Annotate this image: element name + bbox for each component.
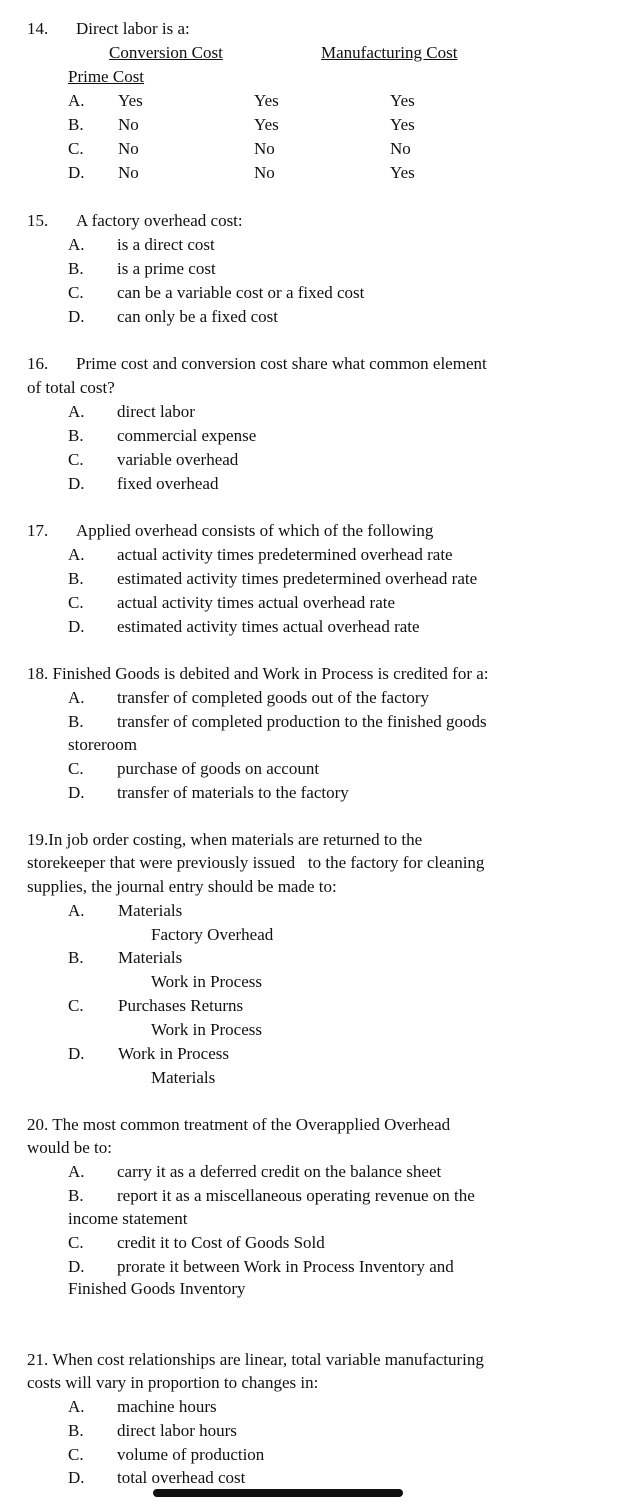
option-letter: C. xyxy=(68,139,84,158)
option-text: credit it to Cost of Goods Sold xyxy=(117,1233,325,1252)
option-text: prorate it between Work in Process Inventory and xyxy=(117,1257,454,1276)
question-number: 15. xyxy=(27,211,49,230)
header-conversion-cost: Conversion Cost xyxy=(109,43,223,62)
option-text: is a prime cost xyxy=(117,259,216,278)
question-stem: 18. Finished Goods is debited and Work in Process is credited for a: xyxy=(27,664,489,683)
option-letter: D. xyxy=(68,307,85,326)
cell-prime: No xyxy=(118,139,139,158)
option-text: transfer of completed goods out of the factory xyxy=(117,688,430,707)
journal-credit: Materials xyxy=(151,1068,216,1087)
question-stem-continued: would be to: xyxy=(27,1138,112,1157)
option-letter: B. xyxy=(68,1421,84,1440)
option-text: direct labor xyxy=(117,402,195,421)
journal-debit: Materials xyxy=(118,901,183,920)
option-text: total overhead cost xyxy=(117,1468,246,1487)
question-stem: A factory overhead cost: xyxy=(76,211,243,230)
cell-conversion: Yes xyxy=(254,115,279,134)
option-text: commercial expense xyxy=(117,426,257,445)
header-prime-cost: Prime Cost xyxy=(68,67,145,86)
question-stem: 20. The most common treatment of the Overapplied Overhead xyxy=(27,1115,451,1134)
option-text-continued: Finished Goods Inventory xyxy=(68,1279,246,1298)
option-text: is a direct cost xyxy=(117,235,215,254)
option-text: variable overhead xyxy=(117,450,239,469)
home-indicator[interactable] xyxy=(153,1489,403,1497)
option-text: fixed overhead xyxy=(117,474,219,493)
question-number: 17. xyxy=(27,521,49,540)
question-number: 14. xyxy=(27,19,49,38)
journal-credit: Work in Process xyxy=(151,972,263,991)
option-letter: C. xyxy=(68,1445,84,1464)
journal-debit: Work in Process xyxy=(118,1044,230,1063)
option-letter: A. xyxy=(68,545,85,564)
option-text: actual activity times predetermined overhead rate xyxy=(117,545,453,564)
header-manufacturing-cost: Manufacturing Cost xyxy=(321,43,458,62)
journal-credit: Factory Overhead xyxy=(151,925,274,944)
option-letter: B. xyxy=(68,712,84,731)
option-text: can be a variable cost or a fixed cost xyxy=(117,283,365,302)
cell-manufacturing: Yes xyxy=(390,163,415,182)
option-text: transfer of completed production to the finished goods xyxy=(117,712,487,731)
option-text: purchase of goods on account xyxy=(117,759,320,778)
journal-credit: Work in Process xyxy=(151,1020,263,1039)
option-letter: D. xyxy=(68,1257,85,1276)
journal-debit: Purchases Returns xyxy=(118,996,244,1015)
option-text: estimated activity times predetermined overhead rate xyxy=(117,569,478,588)
cell-prime: Yes xyxy=(118,91,143,110)
question-stem-continued: costs will vary in proportion to changes in: xyxy=(27,1373,319,1392)
option-letter: D. xyxy=(68,617,85,636)
option-text-continued: income statement xyxy=(68,1209,188,1228)
cell-prime: No xyxy=(118,163,139,182)
option-letter: B. xyxy=(68,1186,84,1205)
option-letter: B. xyxy=(68,569,84,588)
option-letter: D. xyxy=(68,163,85,182)
option-letter: D. xyxy=(68,474,85,493)
question-number: 16. xyxy=(27,354,49,373)
cell-manufacturing: No xyxy=(390,139,411,158)
option-text: machine hours xyxy=(117,1397,217,1416)
option-text: actual activity times actual overhead rate xyxy=(117,593,396,612)
option-letter: A. xyxy=(68,402,85,421)
option-text: report it as a miscellaneous operating revenue on the xyxy=(117,1186,475,1205)
option-text: direct labor hours xyxy=(117,1421,237,1440)
option-text: transfer of materials to the factory xyxy=(117,783,349,802)
question-stem: Direct labor is a: xyxy=(76,19,190,38)
question-stem-continued: storekeeper that were previously issued to the factory for cleaning xyxy=(27,853,485,872)
option-letter: D. xyxy=(68,783,85,802)
option-letter: C. xyxy=(68,593,84,612)
option-letter: C. xyxy=(68,996,84,1015)
cell-prime: No xyxy=(118,115,139,134)
option-letter: C. xyxy=(68,283,84,302)
option-letter: B. xyxy=(68,259,84,278)
option-letter: C. xyxy=(68,1233,84,1252)
option-letter: B. xyxy=(68,948,84,967)
option-text-continued: storeroom xyxy=(68,735,137,754)
cell-conversion: Yes xyxy=(254,91,279,110)
option-letter: C. xyxy=(68,450,84,469)
question-stem: Applied overhead consists of which of the following xyxy=(76,521,434,540)
question-stem-continued: supplies, the journal entry should be made to: xyxy=(27,877,337,896)
option-text: can only be a fixed cost xyxy=(117,307,278,326)
option-letter: D. xyxy=(68,1044,85,1063)
question-stem: 19.In job order costing, when materials are returned to the xyxy=(27,830,423,849)
question-stem: Prime cost and conversion cost share what common element xyxy=(76,354,487,373)
cell-manufacturing: Yes xyxy=(390,91,415,110)
option-letter: A. xyxy=(68,91,85,110)
option-text: volume of production xyxy=(117,1445,265,1464)
question-stem: 21. When cost relationships are linear, total variable manufacturing xyxy=(27,1350,484,1369)
cell-conversion: No xyxy=(254,139,275,158)
cell-conversion: No xyxy=(254,163,275,182)
option-letter: B. xyxy=(68,426,84,445)
option-letter: A. xyxy=(68,1397,85,1416)
option-letter: A. xyxy=(68,688,85,707)
question-stem-continued: of total cost? xyxy=(27,378,115,397)
option-letter: D. xyxy=(68,1468,85,1487)
cell-manufacturing: Yes xyxy=(390,115,415,134)
option-text: estimated activity times actual overhead rate xyxy=(117,617,420,636)
option-letter: A. xyxy=(68,235,85,254)
option-letter: C. xyxy=(68,759,84,778)
option-letter: A. xyxy=(68,1162,85,1181)
option-letter: A. xyxy=(68,901,85,920)
option-text: carry it as a deferred credit on the balance sheet xyxy=(117,1162,442,1181)
journal-debit: Materials xyxy=(118,948,183,967)
option-letter: B. xyxy=(68,115,84,134)
